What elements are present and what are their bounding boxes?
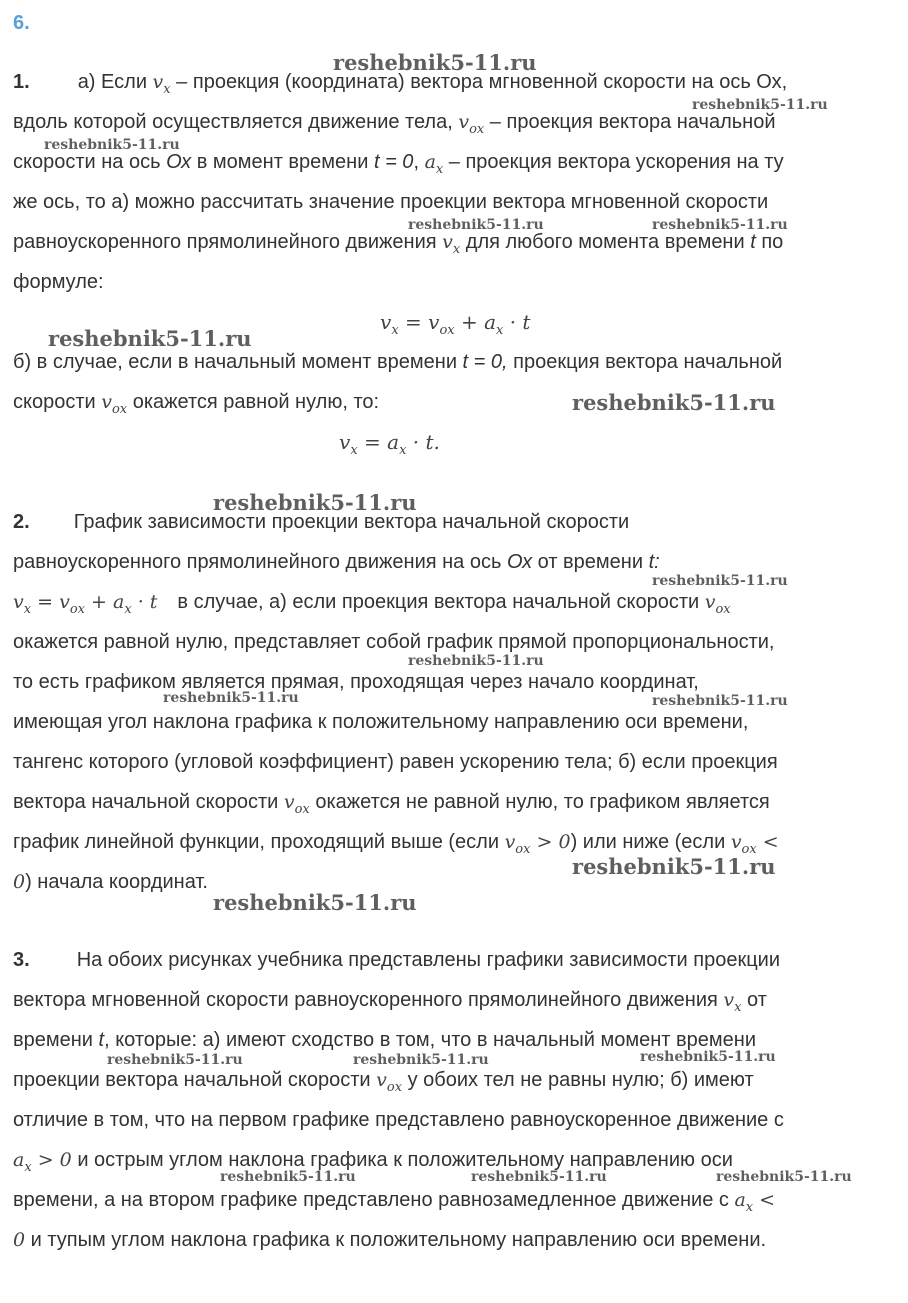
paragraph-line <box>13 988 767 1020</box>
paragraph-line: имеющая угол наклона графика к положительному направлению оси времени, <box>13 711 749 733</box>
text: и острым углом наклона графика к положительному направлению оси <box>71 1149 733 1171</box>
text: в случае, а) если проекция вектора начальной скорости <box>177 591 705 613</box>
text: от <box>741 989 767 1011</box>
time-value: t = 0 <box>373 151 414 173</box>
text: времени <box>13 1029 99 1051</box>
watermark: reshebnik5-11.ru <box>572 854 776 879</box>
text: – проекция вектора начальной <box>484 111 776 133</box>
formula: $v_x$ <box>442 231 461 257</box>
formula: $v_{ox}$ <box>101 391 128 417</box>
text: окажется не равной нулю, то графиком является <box>309 791 770 813</box>
text: ) начала координат. <box>25 871 208 893</box>
formula: $a_x$ < <box>734 1189 776 1215</box>
text: в момент времени <box>191 151 374 173</box>
formula: $v_{ox}$ < <box>730 831 779 857</box>
paragraph-line: отличие в том, что на первом графике представлено равноускоренное движение с <box>13 1109 784 1131</box>
time-symbol: t <box>750 231 756 253</box>
watermark: reshebnik5-11.ru <box>220 1169 356 1185</box>
text: времени, а на втором графике представлено равнозамедленное движение с <box>13 1189 735 1211</box>
paragraph-line <box>13 1028 756 1052</box>
task-number: 6. <box>13 12 30 34</box>
text: окажется равной нулю, то: <box>127 391 380 413</box>
text: равноускоренного прямолинейного движения на ось <box>13 551 507 573</box>
formula: $a_x$ <box>424 151 444 177</box>
formula: 0 <box>13 1229 26 1251</box>
text: и тупым углом наклона графика к положительному направлению оси времени. <box>25 1229 767 1251</box>
watermark: reshebnik5-11.ru <box>572 390 776 415</box>
paragraph-line <box>13 510 629 534</box>
paragraph-line <box>13 150 784 182</box>
formula-velocity: $v_x = v_{ox} + a_x \cdot t$ <box>380 310 531 338</box>
paragraph-line <box>13 790 770 822</box>
formula: $v_{ox}$ <box>458 111 485 137</box>
formula: $a_x > 0$ <box>13 1149 72 1175</box>
text: проекция вектора начальной <box>507 351 783 373</box>
watermark: reshebnik5-11.ru <box>163 690 299 706</box>
paragraph-line <box>13 230 783 262</box>
watermark: reshebnik5-11.ru <box>213 890 417 915</box>
formula: $v_{ox}$ <box>704 591 731 617</box>
time-symbol: t <box>98 1029 105 1051</box>
axis-name: Ох <box>166 151 192 173</box>
watermark: reshebnik5-11.ru <box>716 1169 852 1185</box>
text: для любого момента времени <box>460 231 751 253</box>
text: вдоль которой осуществляется движение тела, <box>13 111 459 133</box>
text: , которые: а) имеют сходство в том, что в начальный момент времени <box>104 1029 756 1051</box>
watermark: reshebnik5-11.ru <box>44 137 180 153</box>
paragraph-line: же ось, то а) можно рассчитать значение проекции вектора мгновенной скорости <box>13 191 769 213</box>
text: у обоих тел не равны нулю; б) имеют <box>402 1069 754 1091</box>
paragraph-line: формуле: <box>13 271 104 293</box>
watermark: reshebnik5-11.ru <box>652 217 788 233</box>
text: по <box>755 231 784 253</box>
text: На обоих рисунках учебника представлены графики зависимости проекции <box>76 949 781 971</box>
paragraph-line <box>13 70 787 102</box>
formula-velocity-zero-start: $v_x = a_x \cdot t$. <box>339 430 440 458</box>
paragraph-line <box>13 1188 775 1220</box>
text: равноускоренного прямолинейного движения <box>13 231 443 253</box>
text: скорости <box>13 391 102 413</box>
paragraph-line <box>13 350 782 374</box>
text: от времени <box>532 551 649 573</box>
watermark: reshebnik5-11.ru <box>652 573 788 589</box>
time-symbol: t: <box>648 551 660 573</box>
paragraph-line <box>13 830 779 862</box>
text: , <box>413 151 425 173</box>
item-number: 1. <box>13 71 30 93</box>
watermark: reshebnik5-11.ru <box>640 1049 776 1065</box>
paragraph-line: тангенс которого (угловой коэффициент) равен ускорению тела; б) если проекция <box>13 751 778 773</box>
paragraph-line: то есть графиком является прямая, проходящая через начало координат, <box>13 671 699 693</box>
paragraph-line <box>13 1148 733 1180</box>
time-value: t = 0, <box>462 351 508 373</box>
paragraph-line <box>13 1068 754 1100</box>
paragraph-line <box>13 390 379 422</box>
text: график линейной функции, проходящий выше (если <box>13 831 505 853</box>
text: ) или ниже (если <box>570 831 731 853</box>
text: б) в случае, если в начальный момент времени <box>13 351 463 373</box>
text: вектора начальной скорости <box>13 791 284 813</box>
watermark: reshebnik5-11.ru <box>333 50 537 75</box>
item-number: 3. <box>13 949 30 971</box>
item-number: 2. <box>13 511 30 533</box>
paragraph-line <box>13 110 776 142</box>
text: проекции вектора начальной скорости <box>13 1069 377 1091</box>
formula: $v_{ox}$ <box>283 791 310 817</box>
formula: 0 <box>13 871 26 893</box>
axis-name: Ох <box>506 551 533 573</box>
formula: $v_x$ <box>723 989 742 1015</box>
watermark: reshebnik5-11.ru <box>408 217 544 233</box>
paragraph-line <box>13 1228 766 1252</box>
paragraph-line: окажется равной нулю, представляет собой график прямой пропорциональности, <box>13 631 775 653</box>
paragraph-line <box>13 590 731 622</box>
text: График зависимости проекции вектора начальной скорости <box>73 511 630 533</box>
formula: $v_{ox} > 0$ <box>504 831 571 857</box>
paragraph-line <box>13 870 208 894</box>
text: а) Если <box>77 71 153 93</box>
text: – проекция (координата) вектора мгновенной скорости на ось Ох, <box>170 71 788 93</box>
watermark: reshebnik5-11.ru <box>692 97 828 113</box>
paragraph-line <box>13 948 780 972</box>
watermark: reshebnik5-11.ru <box>353 1052 489 1068</box>
watermark: reshebnik5-11.ru <box>107 1052 243 1068</box>
watermark: reshebnik5-11.ru <box>408 653 544 669</box>
formula: $v_{ox}$ <box>376 1069 403 1095</box>
paragraph-line <box>13 550 660 574</box>
text: – проекция вектора ускорения на ту <box>443 151 784 173</box>
text: вектора мгновенной скорости равноускоренного прямолинейного движения <box>13 989 724 1011</box>
formula: $v_x = v_{ox} + a_x \cdot t$ <box>13 591 158 617</box>
text: скорости на ось <box>13 151 167 173</box>
formula: $v_x$ <box>152 71 171 97</box>
watermark: reshebnik5-11.ru <box>213 490 417 515</box>
watermark: reshebnik5-11.ru <box>652 693 788 709</box>
watermark: reshebnik5-11.ru <box>471 1169 607 1185</box>
watermark: reshebnik5-11.ru <box>48 326 252 351</box>
